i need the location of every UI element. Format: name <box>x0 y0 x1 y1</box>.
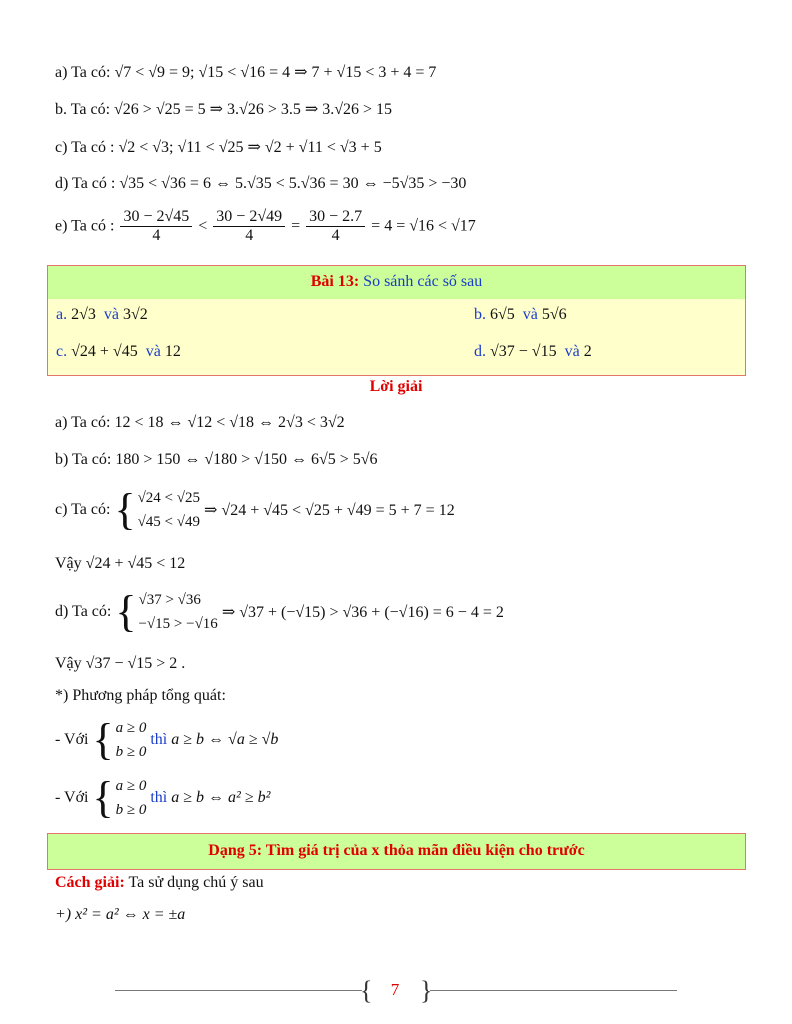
rule2-thi: thì <box>150 789 168 806</box>
item-c-va: và <box>145 343 161 360</box>
fraction-2-numerator: 30 − 2√49 <box>213 208 285 227</box>
solution13-line-c <box>55 486 455 534</box>
rule2-system-line2: b ≥ 0 <box>115 802 147 818</box>
fraction-1 <box>120 208 192 245</box>
solution-e-prefix: e) Ta có : <box>55 217 115 235</box>
solution13-line-d <box>55 588 504 636</box>
rule2-tail: a ≥ b ⇔ a² ≥ b² <box>171 789 271 806</box>
item-b-expr1: 6√5 <box>490 306 515 323</box>
item-d-va: và <box>564 343 580 360</box>
general-rule-2 <box>55 774 270 822</box>
item-a-expr1: 2√3 <box>71 306 96 323</box>
section-5-header-box <box>47 833 746 870</box>
rule1-tail: a ≥ b ⇔ √a ≥ √b <box>171 731 279 748</box>
solution13-c-tail: ⇒ √24 + √45 < √25 + √49 = 5 + 7 = 12 <box>204 502 455 519</box>
solution13-c-conclusion: Vậy √24 + √45 < 12 <box>55 555 186 572</box>
exercise-13-box <box>47 265 746 376</box>
method-text: Ta sử dụng chú ý sau <box>128 874 264 891</box>
item-d-expr1: √37 − √15 <box>490 343 557 360</box>
section-5-title: Dạng 5: Tìm giá trị của x thỏa mãn điều kiện cho trước <box>208 842 585 859</box>
rule1-system-line2: b ≥ 0 <box>115 744 147 760</box>
item-c-expr2: 12 <box>164 343 181 360</box>
solution-line-d: d) Ta có : √35 < √36 = 6 ⇔ 5.√35 < 5.√36 = 30 ⇔ −5√35 > −30 <box>55 175 467 192</box>
solution-line-e <box>55 208 476 245</box>
solution-line-a: a) Ta có: √7 < √9 = 9; √15 < √16 = 4 ⇒ 7 + √15 < 3 + 4 = 7 <box>55 64 437 81</box>
footer-rule-right <box>430 990 677 991</box>
fraction-1-numerator: 30 − 2√45 <box>120 208 192 227</box>
page-number: 7 <box>390 980 400 999</box>
left-brace-icon: { <box>115 587 137 636</box>
system-d-line1: √37 > √36 <box>138 592 201 608</box>
rule1-system <box>116 716 147 764</box>
item-a-expr2: 3√2 <box>123 306 148 323</box>
exercise-13-item-a <box>56 306 148 324</box>
item-c-expr1: √24 + √45 <box>71 343 138 360</box>
method-label: Cách giải: <box>55 874 125 891</box>
left-brace-icon: { <box>92 773 114 822</box>
fraction-3-numerator: 30 − 2.7 <box>306 208 365 227</box>
rule1-thi: thì <box>150 731 168 748</box>
fraction-2 <box>213 208 285 245</box>
item-a-label: a. <box>56 306 68 323</box>
solution13-line-b: b) Ta có: 180 > 150 ⇔ √180 > √150 ⇔ 6√5 > 5√6 <box>55 451 378 468</box>
general-method-heading: *) Phương pháp tổng quát: <box>55 687 226 704</box>
solution-heading: Lời giải <box>369 378 423 395</box>
footer-rule-left <box>115 990 362 991</box>
item-b-label: b. <box>474 306 486 323</box>
solution-line-b: b. Ta có: √26 > √25 = 5 ⇒ 3.√26 > 3.5 ⇒ 3.√26 > 15 <box>55 101 393 118</box>
solution13-d-conclusion: Vậy √37 − √15 > 2 . <box>55 655 186 672</box>
equals-sign: = <box>291 217 301 235</box>
exercise-13-label: Bài 13: <box>310 273 360 290</box>
rule2-system-line1: a ≥ 0 <box>115 778 147 794</box>
system-c-line1: √24 < √25 <box>137 490 201 506</box>
item-c-label: c. <box>56 343 68 360</box>
item-d-expr2: 2 <box>583 343 592 360</box>
general-rule-1 <box>55 716 278 764</box>
rule2-system <box>116 774 147 822</box>
less-than-sign: < <box>198 217 208 235</box>
left-brace-icon: { <box>114 485 136 534</box>
solution13-d-prefix: d) Ta có: <box>55 603 112 620</box>
solution-line-c: c) Ta có : √2 < √3; √11 < √25 ⇒ √2 + √11 < √3 + 5 <box>55 139 382 156</box>
rule1-system-line1: a ≥ 0 <box>115 720 147 736</box>
right-brace-icon: } <box>420 976 433 1005</box>
solution13-d-tail: ⇒ √37 + (−√15) > √36 + (−√16) = 6 − 4 = 2 <box>221 604 504 621</box>
item-d-label: d. <box>474 343 486 360</box>
exercise-13-item-b <box>474 306 567 324</box>
method-note-1: +) x² = a² ⇔ x = ±a <box>55 906 186 923</box>
exercise-13-header <box>48 266 745 299</box>
item-b-va: và <box>522 306 538 323</box>
solution-e-tail: = 4 = √16 < √17 <box>371 217 476 235</box>
system-c <box>138 486 200 534</box>
fraction-2-denominator: 4 <box>245 227 254 244</box>
item-a-va: và <box>103 306 119 323</box>
solution13-c-prefix: c) Ta có: <box>55 501 111 518</box>
item-b-expr2: 5√6 <box>541 306 567 323</box>
solution13-line-a: a) Ta có: 12 < 18 ⇔ √12 < √18 ⇔ 2√3 < 3√2 <box>55 414 345 431</box>
fraction-3-denominator: 4 <box>331 227 340 244</box>
rule2-prefix: - Với <box>55 789 89 806</box>
exercise-13-title: So sánh các số sau <box>363 273 483 290</box>
exercise-13-item-d <box>474 343 592 361</box>
exercise-13-item-c <box>56 343 181 361</box>
left-brace-icon: { <box>360 976 373 1005</box>
system-c-line2: √45 < √49 <box>137 514 201 530</box>
left-brace-icon: { <box>92 715 114 764</box>
fraction-1-denominator: 4 <box>152 227 161 244</box>
fraction-3 <box>306 208 365 245</box>
rule1-prefix: - Với <box>55 731 89 748</box>
system-d <box>138 588 217 636</box>
method-line <box>55 874 264 892</box>
system-d-line2: −√15 > −√16 <box>138 616 218 632</box>
